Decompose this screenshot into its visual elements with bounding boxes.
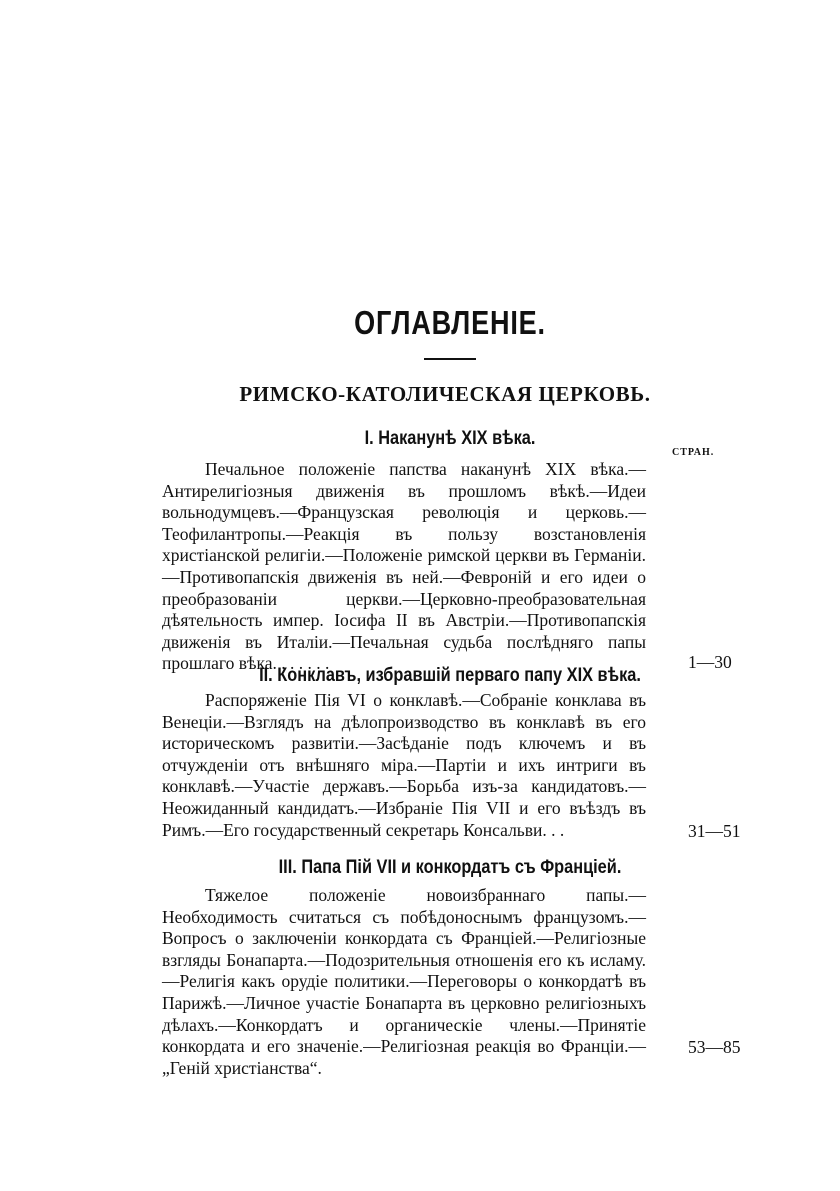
section-text-3: Тяжелое положеніе новоизбраннаго папы.—Необходимость считаться съ побѣдоноснымъ французомъ.—Вопросъ о заключеніи конкордата съ Франціей.—Религіозные взгляды Бонапарта.—Подозрительныя отношенія его къ исламу.—Религія какъ орудіе политики.—Переговоры о конкордатѣ въ Парижѣ.—Личное участіе Бонапарта въ церковно религіозныхъ дѣлахъ.—Конкордатъ и органическіе члены.—Принятіе конкордата и его значеніе.—Религіозная реакція во Франціи.—„Геній христіанства“.: [162, 885, 646, 1078]
title-divider: [424, 358, 476, 360]
pages-column-label: СТРАН.: [672, 447, 715, 458]
section-text-1: Печальное положеніе папства наканунѣ XIX вѣка.—Антирелигіозныя движенія въ прошломъ вѣкѣ.—Идеи вольнодумцевъ.—Французская революція и церковь.—Теофилантропы.—Реакція въ пользу возстановленія христіанской религіи.—Положеніе римской церкви въ Германіи.—Противопапскія движенія въ ней.—Февроній и его идеи о преобразованіи церкви.—Церковно-преобразовательная дѣятельность импер. Іосифа II въ Австріи.—Противопапскія движенія въ Италіи.—Печальная судьба послѣдняго папы прошлаго вѣка. . . . . . .: [162, 459, 646, 674]
section-pages-1: 1—30: [688, 652, 732, 672]
page-subtitle: РИМСКО-КАТОЛИЧЕСКАЯ ЦЕРКОВЬ.: [239, 382, 651, 406]
section-heading-1: I. Наканунѣ XIX вѣка.: [364, 428, 536, 449]
section-pages-2: 31—51: [688, 821, 741, 841]
page-title: ОГЛАВЛЕНІЕ.: [354, 304, 546, 341]
section-heading-3: III. Папа Пій VII и конкордатъ съ Франціей.: [278, 857, 622, 878]
section-pages-3: 53—85: [688, 1037, 741, 1057]
section-heading-2: II. Конклавъ, избравшій перваго папу XIX вѣка.: [259, 665, 641, 686]
section-text-2: Распоряженіе Пія VI о конклавѣ.—Собраніе конклава въ Венеціи.—Взглядъ на дѣлопроизводство въ конклавѣ въ его историческомъ развитіи.—Засѣданіе подъ ключемъ и въ отчужденіи отъ внѣшняго міра.—Партіи и ихъ интриги въ конклавѣ.—Участіе державъ.—Борьба изъ-за кандидатовъ.—Неожиданный кандидатъ.—Избраніе Пія VII и его въѣздъ въ Римъ.—Его государственный секретарь Консальви. . .: [162, 690, 646, 840]
